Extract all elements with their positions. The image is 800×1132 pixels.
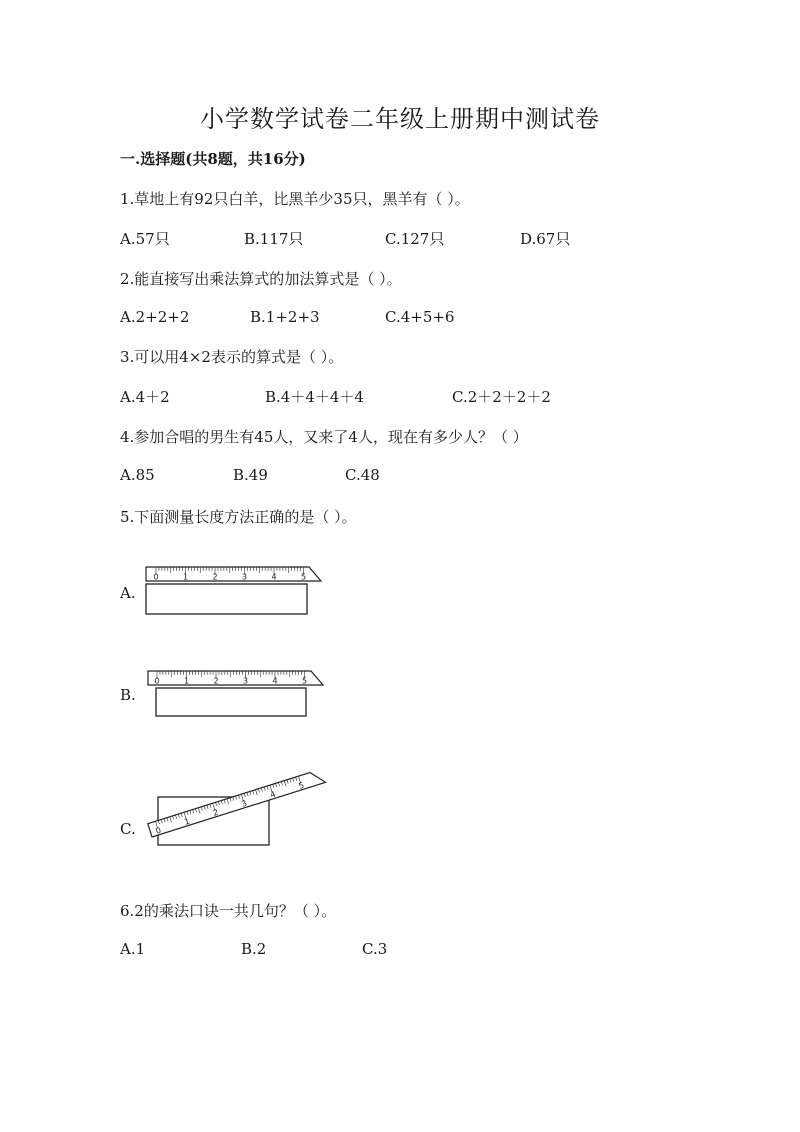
question-4: 4.参加合唱的男生有45人，又来了4人，现在有多少人？（ ） <box>120 428 528 446</box>
ruler-label: 2 <box>213 676 219 686</box>
q3-option-b[interactable]: B.4＋4＋4＋4 <box>265 388 364 406</box>
q1-option-d[interactable]: D.67只 <box>520 230 571 248</box>
q5-figure-c <box>140 770 330 850</box>
section-heading: 一.选择题(共8题，共16分) <box>120 150 306 168</box>
ruler-label: 5 <box>301 676 308 686</box>
q1-option-a[interactable]: A.57只 <box>120 230 170 248</box>
q3-option-c[interactable]: C.2＋2＋2＋2 <box>452 388 551 406</box>
q6-option-c[interactable]: C.3 <box>362 940 388 958</box>
q4-option-b[interactable]: B.49 <box>233 466 268 484</box>
ruler-label: 2 <box>212 572 218 582</box>
ruler-label: 4 <box>269 789 277 800</box>
q2-option-b[interactable]: B.1+2+3 <box>250 308 320 326</box>
object-rectangle-b <box>156 688 306 716</box>
ruler-c <box>148 769 326 838</box>
ruler-label: 0 <box>153 572 159 582</box>
q5-figure-a <box>145 564 325 616</box>
q5-option-c[interactable]: C. <box>120 820 136 838</box>
object-rectangle-a <box>146 584 307 614</box>
ruler-label: 1 <box>182 572 189 582</box>
ruler-label: 0 <box>154 676 160 686</box>
ruler-label: 3 <box>240 798 249 809</box>
ruler-outline <box>148 769 326 837</box>
ruler-label: 1 <box>183 676 190 686</box>
q4-option-c[interactable]: C.48 <box>345 466 380 484</box>
ruler-label: 3 <box>241 572 248 582</box>
ruler-label: 4 <box>272 676 278 686</box>
q5-figure-b <box>145 668 325 720</box>
ruler-outline <box>148 671 323 685</box>
ruler-label: 0 <box>154 825 163 836</box>
q5-option-b[interactable]: B. <box>120 686 136 704</box>
ruler-label: 5 <box>300 572 307 582</box>
ruler-label: 3 <box>242 676 249 686</box>
q3-option-a[interactable]: A.4＋2 <box>120 388 170 406</box>
q6-option-b[interactable]: B.2 <box>241 940 267 958</box>
question-5: 5.下面测量长度方法正确的是（ ）。 <box>120 508 357 526</box>
q4-option-a[interactable]: A.85 <box>120 466 155 484</box>
q1-option-b[interactable]: B.117只 <box>244 230 304 248</box>
q5-option-a[interactable]: A. <box>120 584 136 602</box>
ruler-label: 1 <box>183 816 191 827</box>
q2-option-a[interactable]: A.2+2+2 <box>120 308 190 326</box>
ruler-b <box>148 671 323 686</box>
question-1: 1.草地上有92只白羊，比黑羊少35只，黑羊有（ ）。 <box>120 190 470 208</box>
q1-option-c[interactable]: C.127只 <box>385 230 445 248</box>
q6-option-a[interactable]: A.1 <box>120 940 146 958</box>
page-title: 小学数学试卷二年级上册期中测试卷 <box>200 105 600 133</box>
ruler-a <box>146 567 321 582</box>
question-3: 3.可以用4×2表示的算式是（ ）。 <box>120 348 344 366</box>
q2-option-c[interactable]: C.4+5+6 <box>385 308 455 326</box>
ruler-label: 5 <box>297 780 306 791</box>
ruler-label: 2 <box>211 807 220 818</box>
question-6: 6.2的乘法口诀一共几句？（ ）。 <box>120 902 337 920</box>
ruler-label: 4 <box>271 572 277 582</box>
question-2: 2.能直接写出乘法算式的加法算式是（ ）。 <box>120 270 402 288</box>
